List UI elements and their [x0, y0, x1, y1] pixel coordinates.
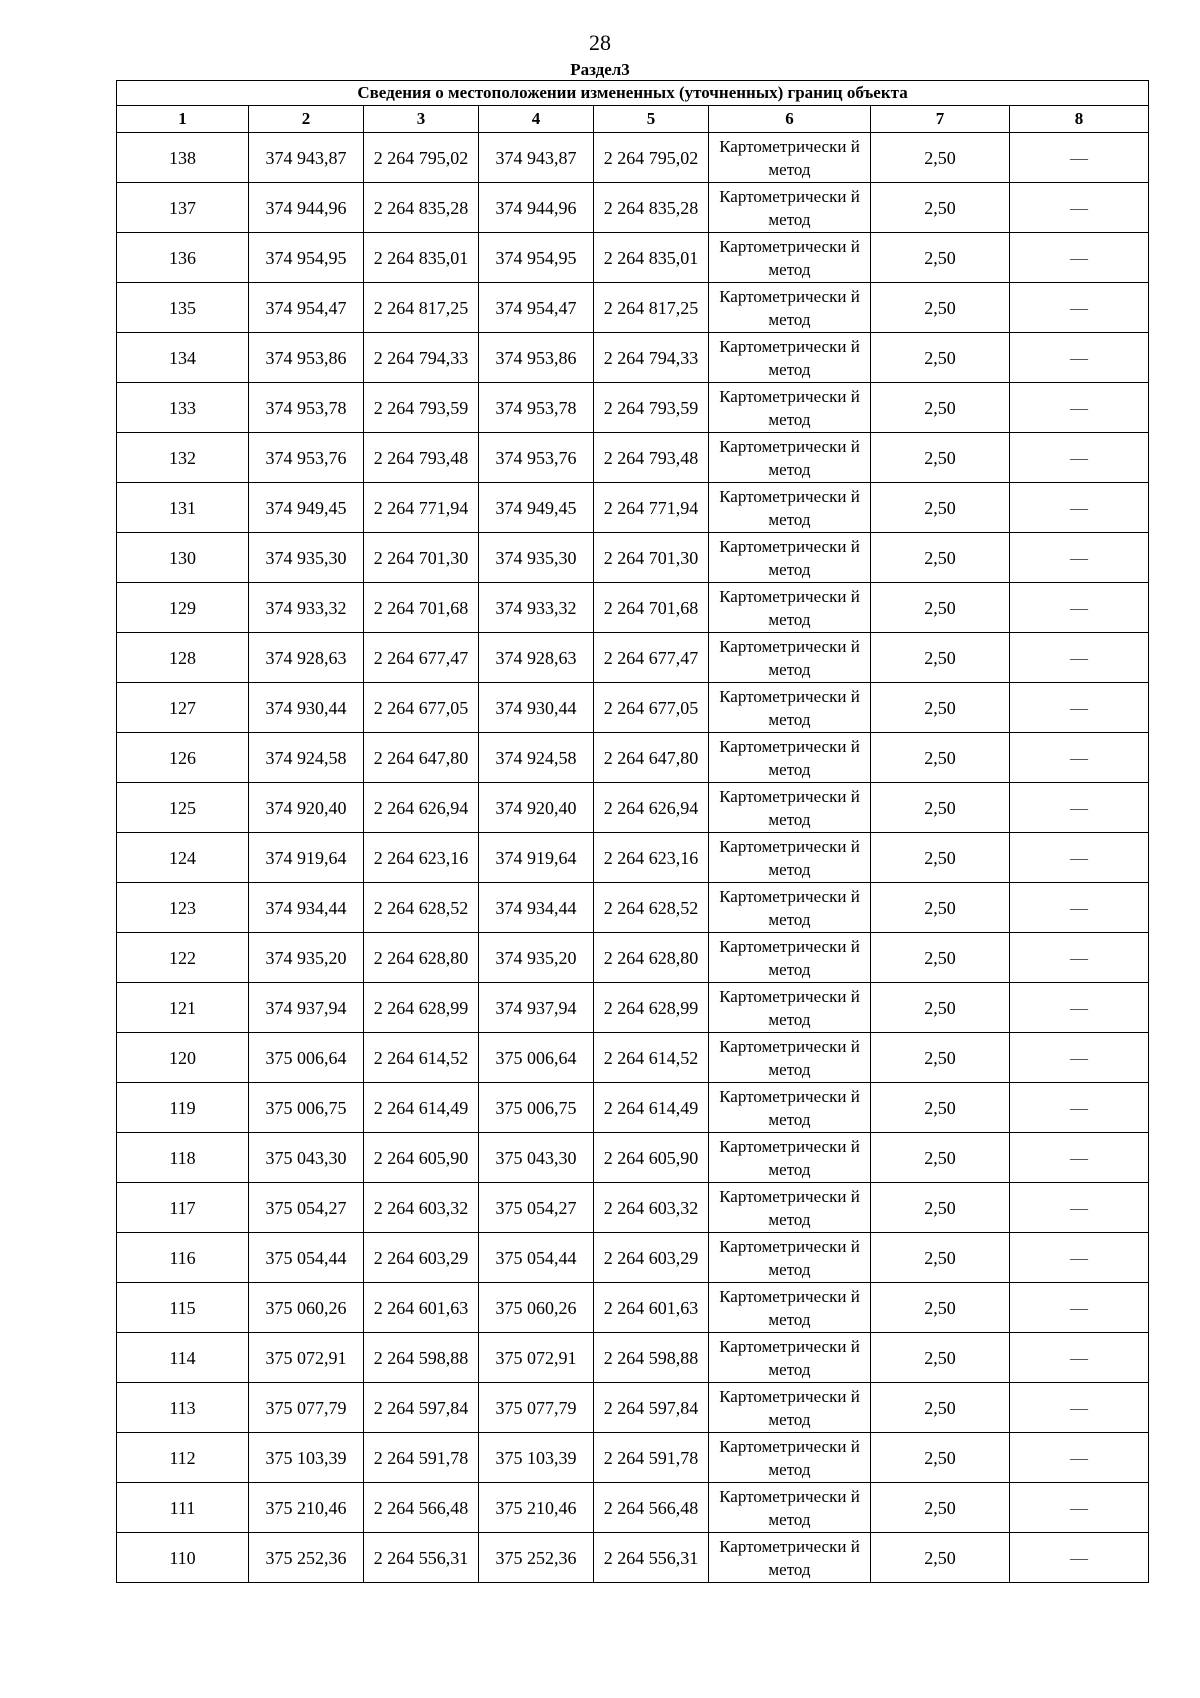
y-old-cell: 2 264 793,48 [364, 433, 479, 483]
table-row [117, 1183, 1149, 1233]
method-cell: Картометрически й метод [709, 1233, 871, 1283]
y-new-cell: 2 264 556,31 [594, 1533, 709, 1583]
x-old-cell: 374 937,94 [249, 983, 364, 1033]
method-cell: Картометрически й метод [709, 233, 871, 283]
x-new-cell: 375 060,26 [479, 1283, 594, 1333]
accuracy-cell: 2,50 [871, 833, 1010, 883]
note-cell: — [1010, 1333, 1149, 1383]
accuracy-cell: 2,50 [871, 133, 1010, 183]
y-old-cell: 2 264 628,99 [364, 983, 479, 1033]
note-cell: — [1010, 1033, 1149, 1083]
y-new-cell: 2 264 677,05 [594, 683, 709, 733]
x-old-cell: 374 920,40 [249, 783, 364, 833]
accuracy-cell: 2,50 [871, 683, 1010, 733]
y-new-cell: 2 264 793,48 [594, 433, 709, 483]
note-cell: — [1010, 483, 1149, 533]
accuracy-cell: 2,50 [871, 1033, 1010, 1083]
point-number-cell: 114 [117, 1333, 249, 1383]
y-new-cell: 2 264 614,52 [594, 1033, 709, 1083]
y-new-cell: 2 264 626,94 [594, 783, 709, 833]
table-row [117, 683, 1149, 733]
y-new-cell: 2 264 614,49 [594, 1083, 709, 1133]
table-row [117, 583, 1149, 633]
x-new-cell: 374 935,30 [479, 533, 594, 583]
x-new-cell: 374 924,58 [479, 733, 594, 783]
table-row [117, 483, 1149, 533]
note-cell: — [1010, 1283, 1149, 1333]
y-old-cell: 2 264 603,29 [364, 1233, 479, 1283]
method-cell: Картометрически й метод [709, 1133, 871, 1183]
y-new-cell: 2 264 817,25 [594, 283, 709, 333]
table-row [117, 633, 1149, 683]
note-cell: — [1010, 933, 1149, 983]
method-cell: Картометрически й метод [709, 1283, 871, 1333]
column-number: 5 [594, 106, 709, 133]
table-row [117, 383, 1149, 433]
point-number-cell: 126 [117, 733, 249, 783]
y-new-cell: 2 264 835,28 [594, 183, 709, 233]
y-old-cell: 2 264 835,01 [364, 233, 479, 283]
point-number-cell: 131 [117, 483, 249, 533]
y-old-cell: 2 264 771,94 [364, 483, 479, 533]
point-number-cell: 112 [117, 1433, 249, 1483]
table-row [117, 1083, 1149, 1133]
y-new-cell: 2 264 591,78 [594, 1433, 709, 1483]
x-old-cell: 375 077,79 [249, 1383, 364, 1433]
note-cell: — [1010, 333, 1149, 383]
x-new-cell: 374 949,45 [479, 483, 594, 533]
y-new-cell: 2 264 628,52 [594, 883, 709, 933]
x-new-cell: 374 937,94 [479, 983, 594, 1033]
y-new-cell: 2 264 628,99 [594, 983, 709, 1033]
accuracy-cell: 2,50 [871, 383, 1010, 433]
note-cell: — [1010, 833, 1149, 883]
y-new-cell: 2 264 623,16 [594, 833, 709, 883]
accuracy-cell: 2,50 [871, 1483, 1010, 1533]
method-cell: Картометрически й метод [709, 1383, 871, 1433]
point-number-cell: 125 [117, 783, 249, 833]
table-row [117, 1333, 1149, 1383]
x-old-cell: 374 919,64 [249, 833, 364, 883]
y-old-cell: 2 264 601,63 [364, 1283, 479, 1333]
y-new-cell: 2 264 771,94 [594, 483, 709, 533]
table-row [117, 1233, 1149, 1283]
table-row [117, 933, 1149, 983]
accuracy-cell: 2,50 [871, 1083, 1010, 1133]
point-number-cell: 115 [117, 1283, 249, 1333]
x-old-cell: 374 949,45 [249, 483, 364, 533]
y-new-cell: 2 264 597,84 [594, 1383, 709, 1433]
y-old-cell: 2 264 647,80 [364, 733, 479, 783]
x-old-cell: 375 072,91 [249, 1333, 364, 1383]
note-cell: — [1010, 983, 1149, 1033]
x-new-cell: 374 919,64 [479, 833, 594, 883]
note-cell: — [1010, 383, 1149, 433]
x-new-cell: 374 943,87 [479, 133, 594, 183]
page-number: 28 [589, 30, 611, 55]
x-old-cell: 375 006,64 [249, 1033, 364, 1083]
method-cell: Картометрически й метод [709, 1333, 871, 1383]
method-cell: Картометрически й метод [709, 1433, 871, 1483]
x-old-cell: 374 953,86 [249, 333, 364, 383]
note-cell: — [1010, 1483, 1149, 1533]
method-cell: Картометрически й метод [709, 383, 871, 433]
point-number-cell: 129 [117, 583, 249, 633]
x-new-cell: 375 054,44 [479, 1233, 594, 1283]
y-old-cell: 2 264 623,16 [364, 833, 479, 883]
y-new-cell: 2 264 603,32 [594, 1183, 709, 1233]
method-cell: Картометрически й метод [709, 183, 871, 233]
table-row [117, 1483, 1149, 1533]
y-old-cell: 2 264 603,32 [364, 1183, 479, 1233]
note-cell: — [1010, 633, 1149, 683]
method-cell: Картометрически й метод [709, 683, 871, 733]
x-old-cell: 374 928,63 [249, 633, 364, 683]
method-cell: Картометрически й метод [709, 1483, 871, 1533]
method-cell: Картометрически й метод [709, 983, 871, 1033]
note-cell: — [1010, 533, 1149, 583]
table-row [117, 1033, 1149, 1083]
table-caption: Сведения о местоположении измененных (уточненных) границ объекта [117, 81, 1149, 106]
table-row [117, 783, 1149, 833]
accuracy-cell: 2,50 [871, 1233, 1010, 1283]
method-cell: Картометрически й метод [709, 783, 871, 833]
column-number-row [117, 106, 1149, 133]
y-new-cell: 2 264 647,80 [594, 733, 709, 783]
column-number: 3 [364, 106, 479, 133]
x-new-cell: 374 928,63 [479, 633, 594, 683]
x-old-cell: 375 060,26 [249, 1283, 364, 1333]
method-cell: Картометрически й метод [709, 733, 871, 783]
y-old-cell: 2 264 628,80 [364, 933, 479, 983]
table-row [117, 283, 1149, 333]
method-cell: Картометрически й метод [709, 1083, 871, 1133]
point-number-cell: 124 [117, 833, 249, 883]
column-number: 2 [249, 106, 364, 133]
x-old-cell: 374 924,58 [249, 733, 364, 783]
y-old-cell: 2 264 701,30 [364, 533, 479, 583]
accuracy-cell: 2,50 [871, 183, 1010, 233]
x-old-cell: 375 054,44 [249, 1233, 364, 1283]
method-cell: Картометрически й метод [709, 883, 871, 933]
accuracy-cell: 2,50 [871, 583, 1010, 633]
table-row [117, 433, 1149, 483]
table-row [117, 983, 1149, 1033]
point-number-cell: 128 [117, 633, 249, 683]
x-old-cell: 374 934,44 [249, 883, 364, 933]
x-old-cell: 375 252,36 [249, 1533, 364, 1583]
x-new-cell: 374 944,96 [479, 183, 594, 233]
accuracy-cell: 2,50 [871, 533, 1010, 583]
x-new-cell: 375 006,64 [479, 1033, 594, 1083]
point-number-cell: 120 [117, 1033, 249, 1083]
method-cell: Картометрически й метод [709, 1183, 871, 1233]
point-number-cell: 123 [117, 883, 249, 933]
table-row [117, 733, 1149, 783]
method-cell: Картометрически й метод [709, 633, 871, 683]
point-number-cell: 132 [117, 433, 249, 483]
note-cell: — [1010, 1183, 1149, 1233]
y-old-cell: 2 264 556,31 [364, 1533, 479, 1583]
x-new-cell: 374 954,95 [479, 233, 594, 283]
point-number-cell: 117 [117, 1183, 249, 1233]
accuracy-cell: 2,50 [871, 1283, 1010, 1333]
method-cell: Картометрически й метод [709, 483, 871, 533]
accuracy-cell: 2,50 [871, 1533, 1010, 1583]
note-cell: — [1010, 1433, 1149, 1483]
y-old-cell: 2 264 597,84 [364, 1383, 479, 1433]
x-old-cell: 375 043,30 [249, 1133, 364, 1183]
x-new-cell: 375 054,27 [479, 1183, 594, 1233]
y-old-cell: 2 264 794,33 [364, 333, 479, 383]
table-row [117, 533, 1149, 583]
y-new-cell: 2 264 603,29 [594, 1233, 709, 1283]
accuracy-cell: 2,50 [871, 483, 1010, 533]
coordinates-table [116, 80, 1149, 1583]
note-cell: — [1010, 1533, 1149, 1583]
x-old-cell: 375 210,46 [249, 1483, 364, 1533]
accuracy-cell: 2,50 [871, 1183, 1010, 1233]
note-cell: — [1010, 433, 1149, 483]
x-new-cell: 374 933,32 [479, 583, 594, 633]
x-new-cell: 375 103,39 [479, 1433, 594, 1483]
x-old-cell: 374 954,47 [249, 283, 364, 333]
y-new-cell: 2 264 628,80 [594, 933, 709, 983]
section-label: Раздел3 [570, 60, 630, 79]
note-cell: — [1010, 1133, 1149, 1183]
x-old-cell: 374 943,87 [249, 133, 364, 183]
x-new-cell: 374 953,76 [479, 433, 594, 483]
accuracy-cell: 2,50 [871, 783, 1010, 833]
y-new-cell: 2 264 795,02 [594, 133, 709, 183]
column-number: 4 [479, 106, 594, 133]
accuracy-cell: 2,50 [871, 883, 1010, 933]
point-number-cell: 122 [117, 933, 249, 983]
x-new-cell: 374 953,78 [479, 383, 594, 433]
note-cell: — [1010, 183, 1149, 233]
point-number-cell: 119 [117, 1083, 249, 1133]
accuracy-cell: 2,50 [871, 233, 1010, 283]
y-new-cell: 2 264 601,63 [594, 1283, 709, 1333]
y-old-cell: 2 264 817,25 [364, 283, 479, 333]
x-old-cell: 374 933,32 [249, 583, 364, 633]
accuracy-cell: 2,50 [871, 333, 1010, 383]
note-cell: — [1010, 283, 1149, 333]
table-row [117, 833, 1149, 883]
table-row [117, 1383, 1149, 1433]
note-cell: — [1010, 233, 1149, 283]
x-old-cell: 374 954,95 [249, 233, 364, 283]
method-cell: Картометрически й метод [709, 1533, 871, 1583]
x-old-cell: 374 930,44 [249, 683, 364, 733]
point-number-cell: 134 [117, 333, 249, 383]
x-new-cell: 374 954,47 [479, 283, 594, 333]
x-new-cell: 375 210,46 [479, 1483, 594, 1533]
x-old-cell: 374 944,96 [249, 183, 364, 233]
method-cell: Картометрически й метод [709, 433, 871, 483]
column-number: 6 [709, 106, 871, 133]
accuracy-cell: 2,50 [871, 733, 1010, 783]
point-number-cell: 136 [117, 233, 249, 283]
y-old-cell: 2 264 795,02 [364, 133, 479, 183]
table-row [117, 1533, 1149, 1583]
table-row [117, 233, 1149, 283]
table-row [117, 333, 1149, 383]
note-cell: — [1010, 583, 1149, 633]
method-cell: Картометрически й метод [709, 283, 871, 333]
point-number-cell: 135 [117, 283, 249, 333]
accuracy-cell: 2,50 [871, 433, 1010, 483]
x-old-cell: 375 054,27 [249, 1183, 364, 1233]
x-new-cell: 375 043,30 [479, 1133, 594, 1183]
accuracy-cell: 2,50 [871, 283, 1010, 333]
point-number-cell: 121 [117, 983, 249, 1033]
table-row [117, 183, 1149, 233]
x-new-cell: 375 252,36 [479, 1533, 594, 1583]
x-old-cell: 374 935,30 [249, 533, 364, 583]
x-new-cell: 374 953,86 [479, 333, 594, 383]
x-new-cell: 374 920,40 [479, 783, 594, 833]
y-new-cell: 2 264 794,33 [594, 333, 709, 383]
note-cell: — [1010, 133, 1149, 183]
point-number-cell: 137 [117, 183, 249, 233]
table-body [117, 133, 1149, 1583]
note-cell: — [1010, 733, 1149, 783]
method-cell: Картометрически й метод [709, 333, 871, 383]
x-old-cell: 374 953,78 [249, 383, 364, 433]
point-number-cell: 113 [117, 1383, 249, 1433]
accuracy-cell: 2,50 [871, 1433, 1010, 1483]
x-old-cell: 375 103,39 [249, 1433, 364, 1483]
table-row [117, 133, 1149, 183]
y-old-cell: 2 264 628,52 [364, 883, 479, 933]
y-new-cell: 2 264 566,48 [594, 1483, 709, 1533]
accuracy-cell: 2,50 [871, 983, 1010, 1033]
method-cell: Картометрически й метод [709, 933, 871, 983]
y-old-cell: 2 264 793,59 [364, 383, 479, 433]
y-new-cell: 2 264 701,30 [594, 533, 709, 583]
table-row [117, 883, 1149, 933]
method-cell: Картометрически й метод [709, 133, 871, 183]
table-row [117, 1133, 1149, 1183]
y-old-cell: 2 264 626,94 [364, 783, 479, 833]
y-new-cell: 2 264 677,47 [594, 633, 709, 683]
accuracy-cell: 2,50 [871, 633, 1010, 683]
y-new-cell: 2 264 835,01 [594, 233, 709, 283]
y-new-cell: 2 264 605,90 [594, 1133, 709, 1183]
y-old-cell: 2 264 598,88 [364, 1333, 479, 1383]
x-new-cell: 374 930,44 [479, 683, 594, 733]
point-number-cell: 127 [117, 683, 249, 733]
y-old-cell: 2 264 591,78 [364, 1433, 479, 1483]
method-cell: Картометрически й метод [709, 1033, 871, 1083]
x-old-cell: 375 006,75 [249, 1083, 364, 1133]
y-old-cell: 2 264 614,52 [364, 1033, 479, 1083]
note-cell: — [1010, 1383, 1149, 1433]
x-old-cell: 374 953,76 [249, 433, 364, 483]
x-old-cell: 374 935,20 [249, 933, 364, 983]
y-old-cell: 2 264 605,90 [364, 1133, 479, 1183]
y-new-cell: 2 264 793,59 [594, 383, 709, 433]
y-old-cell: 2 264 614,49 [364, 1083, 479, 1133]
x-new-cell: 375 077,79 [479, 1383, 594, 1433]
note-cell: — [1010, 683, 1149, 733]
y-old-cell: 2 264 677,47 [364, 633, 479, 683]
point-number-cell: 110 [117, 1533, 249, 1583]
table-row [117, 1283, 1149, 1333]
method-cell: Картометрически й метод [709, 533, 871, 583]
point-number-cell: 138 [117, 133, 249, 183]
point-number-cell: 116 [117, 1233, 249, 1283]
column-number: 7 [871, 106, 1010, 133]
accuracy-cell: 2,50 [871, 1333, 1010, 1383]
y-old-cell: 2 264 677,05 [364, 683, 479, 733]
x-new-cell: 374 935,20 [479, 933, 594, 983]
x-new-cell: 375 072,91 [479, 1333, 594, 1383]
x-new-cell: 375 006,75 [479, 1083, 594, 1133]
point-number-cell: 130 [117, 533, 249, 583]
point-number-cell: 111 [117, 1483, 249, 1533]
method-cell: Картометрически й метод [709, 833, 871, 883]
table-row [117, 1433, 1149, 1483]
note-cell: — [1010, 1233, 1149, 1283]
y-new-cell: 2 264 598,88 [594, 1333, 709, 1383]
column-number: 8 [1010, 106, 1149, 133]
y-old-cell: 2 264 835,28 [364, 183, 479, 233]
y-new-cell: 2 264 701,68 [594, 583, 709, 633]
column-number: 1 [117, 106, 249, 133]
note-cell: — [1010, 883, 1149, 933]
point-number-cell: 133 [117, 383, 249, 433]
y-old-cell: 2 264 566,48 [364, 1483, 479, 1533]
x-new-cell: 374 934,44 [479, 883, 594, 933]
y-old-cell: 2 264 701,68 [364, 583, 479, 633]
note-cell: — [1010, 783, 1149, 833]
accuracy-cell: 2,50 [871, 933, 1010, 983]
accuracy-cell: 2,50 [871, 1133, 1010, 1183]
method-cell: Картометрически й метод [709, 583, 871, 633]
note-cell: — [1010, 1083, 1149, 1133]
accuracy-cell: 2,50 [871, 1383, 1010, 1433]
point-number-cell: 118 [117, 1133, 249, 1183]
